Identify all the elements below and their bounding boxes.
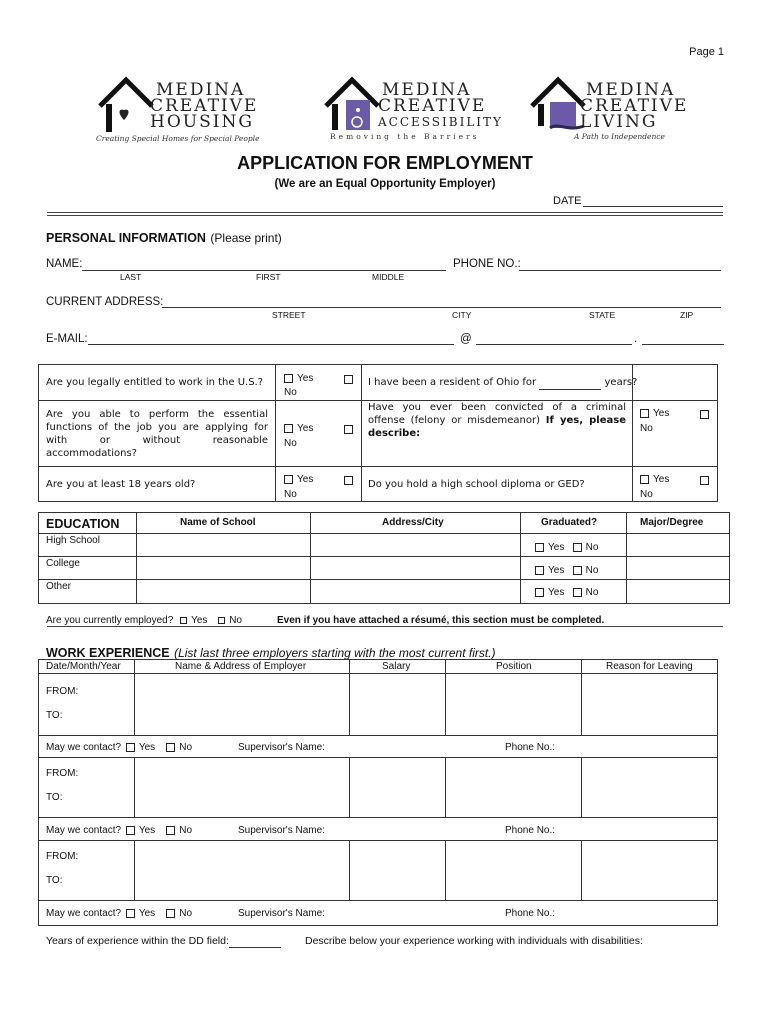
address-part-city: CITY — [452, 310, 472, 320]
email-tld-field[interactable] — [642, 344, 724, 345]
q5-no-label: No — [640, 423, 653, 434]
page-number: Page 1 — [689, 46, 724, 58]
email-user-field[interactable] — [88, 344, 454, 345]
checkbox[interactable] — [284, 374, 293, 383]
q2-yes-option[interactable]: Yes — [284, 423, 313, 434]
checkbox[interactable] — [180, 617, 187, 624]
work-experience-heading: WORK EXPERIENCE (List last three employers starting with the most current first.) — [46, 646, 496, 660]
checkbox[interactable] — [166, 743, 175, 752]
edu-row-other: Other — [46, 581, 72, 592]
grid-line — [445, 757, 446, 817]
checkbox[interactable] — [166, 826, 175, 835]
checkbox[interactable] — [126, 826, 135, 835]
supervisor-label: Supervisor's Name: — [238, 908, 325, 919]
email-label: E-MAIL: — [46, 333, 88, 345]
grid-line — [38, 757, 718, 758]
phone-label: Phone No.: — [505, 908, 556, 919]
grid-line — [38, 840, 718, 841]
q6-yes-option[interactable]: Yes — [640, 474, 669, 485]
work-col-salary: Salary — [382, 661, 411, 672]
to-label: TO: — [46, 875, 63, 886]
checkbox[interactable] — [344, 425, 353, 434]
question-essential-functions: Are you able to perform the essential functions of the job you are applying for with or without reasonable accommodations? — [46, 409, 268, 459]
supervisor-label: Supervisor's Name: — [238, 825, 325, 836]
from-label: FROM: — [46, 851, 79, 862]
q1-yes-option[interactable]: Yes — [284, 373, 313, 384]
date-label: DATE — [553, 195, 582, 207]
checkbox[interactable] — [640, 409, 649, 418]
work-col-date: Date/Month/Year — [46, 661, 121, 672]
currently-employed-question: Are you currently employed? Yes No — [46, 615, 242, 626]
to-label: TO: — [46, 792, 63, 803]
contact-row: May we contact? Yes No — [46, 742, 193, 753]
name-field[interactable] — [82, 270, 446, 271]
checkbox[interactable] — [535, 588, 544, 597]
grid-line — [38, 466, 718, 467]
question-18-years: Are you at least 18 years old? — [46, 479, 196, 490]
form-title: APPLICATION FOR EMPLOYMENT — [237, 153, 533, 173]
grid-line — [445, 840, 446, 900]
grid-line — [134, 840, 135, 900]
name-part-last: LAST — [120, 272, 142, 282]
checkbox[interactable] — [573, 588, 582, 597]
phone-label: Phone No.: — [505, 742, 556, 753]
email-domain-field[interactable] — [476, 344, 632, 345]
checkbox[interactable] — [284, 424, 293, 433]
form-subtitle: (We are an Equal Opportunity Employer) — [274, 178, 496, 190]
years-field[interactable] — [539, 376, 601, 390]
grid-line — [136, 512, 137, 604]
grid-line — [310, 512, 311, 604]
checkbox[interactable] — [126, 909, 135, 918]
checkbox[interactable] — [166, 909, 175, 918]
question-ohio-resident: I have been a resident of Ohio for years? — [368, 377, 638, 388]
resume-note: Even if you have attached a résumé, this section must be completed. — [277, 615, 605, 626]
house-heart-icon — [96, 76, 156, 136]
grid-line — [581, 840, 582, 900]
phone-field[interactable] — [519, 270, 721, 271]
grid-line — [38, 817, 718, 818]
checkbox[interactable] — [218, 617, 225, 624]
email-at: @ — [460, 333, 472, 345]
checkbox[interactable] — [700, 410, 709, 419]
dd-experience-question: Years of experience within the DD field: — [46, 935, 281, 948]
work-col-employer: Name & Address of Employer — [175, 661, 307, 672]
grid-line — [38, 735, 718, 736]
to-label: TO: — [46, 710, 63, 721]
edu-col-major: Major/Degree — [640, 517, 704, 528]
describe-experience-prompt: Describe below your experience working with individuals with disabilities: — [305, 935, 643, 947]
grid-line — [581, 659, 582, 735]
edu-row-college: College — [46, 558, 80, 569]
grid-line — [134, 659, 135, 735]
grid-line — [349, 659, 350, 735]
house-path-icon — [528, 76, 588, 136]
checkbox[interactable] — [573, 566, 582, 575]
from-label: FROM: — [46, 768, 79, 779]
q1-no-label: No — [284, 387, 297, 398]
edu-row-high-school: High School — [46, 535, 100, 546]
email-dot: . — [634, 333, 638, 345]
edu-col-address: Address/City — [382, 517, 444, 528]
house-wheelchair-icon — [322, 76, 382, 136]
work-table — [38, 659, 718, 926]
grid-line — [520, 512, 521, 604]
from-label: FROM: — [46, 686, 79, 697]
checkbox[interactable] — [535, 543, 544, 552]
logo-medina-creative-accessibility: MEDINA CREATIVE ACCESSIBILITY Removing the Barriers — [322, 76, 482, 146]
grid-line — [445, 659, 446, 735]
name-part-first: FIRST — [256, 272, 281, 282]
q3-no-label: No — [284, 489, 297, 500]
checkbox[interactable] — [284, 475, 293, 484]
checkbox[interactable] — [700, 476, 709, 485]
address-part-zip: ZIP — [680, 310, 694, 320]
grid-line — [38, 673, 718, 674]
date-field[interactable] — [583, 206, 723, 207]
edu-graduated-options[interactable]: Yes No — [535, 587, 598, 598]
work-col-reason: Reason for Leaving — [606, 661, 693, 672]
grid-line — [349, 757, 350, 817]
personal-info-heading: PERSONAL INFORMATION (Please print) — [46, 231, 282, 245]
checkbox[interactable] — [344, 476, 353, 485]
address-part-street: STREET — [272, 310, 306, 320]
grid-line — [349, 840, 350, 900]
address-part-state: STATE — [589, 310, 616, 320]
checkbox[interactable] — [344, 375, 353, 384]
name-part-middle: MIDDLE — [372, 272, 405, 282]
divider — [47, 626, 723, 627]
logo-medina-creative-living: MEDINA CREATIVE LIVING A Path to Independence — [528, 76, 678, 146]
dd-years-field[interactable] — [229, 935, 281, 948]
checkbox[interactable] — [640, 475, 649, 484]
checkbox[interactable] — [535, 566, 544, 575]
q6-no-label: No — [640, 489, 653, 500]
divider — [47, 215, 723, 216]
q2-no-label: No — [284, 438, 297, 449]
question-diploma: Do you hold a high school diploma or GED? — [368, 479, 585, 490]
phone-label: PHONE NO.: — [453, 258, 521, 270]
grid-line — [134, 757, 135, 817]
q3-yes-option[interactable]: Yes — [284, 474, 313, 485]
name-label: NAME: — [46, 258, 83, 270]
grid-line — [626, 512, 627, 604]
logo-medina-creative-housing: MEDINA CREATIVE HOUSING Creating Special Homes for Special People — [96, 76, 276, 146]
checkbox[interactable] — [126, 743, 135, 752]
edu-col-name: Name of School — [180, 517, 256, 528]
checkbox[interactable] — [573, 543, 582, 552]
question-legally-entitled: Are you legally entitled to work in the U.S.? — [46, 377, 264, 388]
grid-line — [38, 900, 718, 901]
work-col-position: Position — [496, 661, 532, 672]
edu-col-graduated: Graduated? — [541, 517, 598, 528]
grid-line — [581, 757, 582, 817]
contact-row: May we contact? Yes No — [46, 825, 193, 836]
address-label: CURRENT ADDRESS: — [46, 296, 164, 308]
address-field[interactable] — [162, 307, 721, 308]
q5-yes-option[interactable]: Yes — [640, 408, 669, 419]
question-criminal-offense: Have you ever been convicted of a criminal offense (felony or misdemeanor) If yes, please describe: — [368, 402, 626, 439]
grid-line — [361, 364, 362, 502]
education-heading: EDUCATION — [46, 517, 120, 531]
divider — [47, 212, 723, 213]
edu-graduated-options[interactable]: Yes No — [535, 542, 598, 553]
edu-graduated-options[interactable]: Yes No — [535, 565, 598, 576]
contact-row: May we contact? Yes No — [46, 908, 193, 919]
supervisor-label: Supervisor's Name: — [238, 742, 325, 753]
phone-label: Phone No.: — [505, 825, 556, 836]
grid-line — [275, 364, 276, 502]
